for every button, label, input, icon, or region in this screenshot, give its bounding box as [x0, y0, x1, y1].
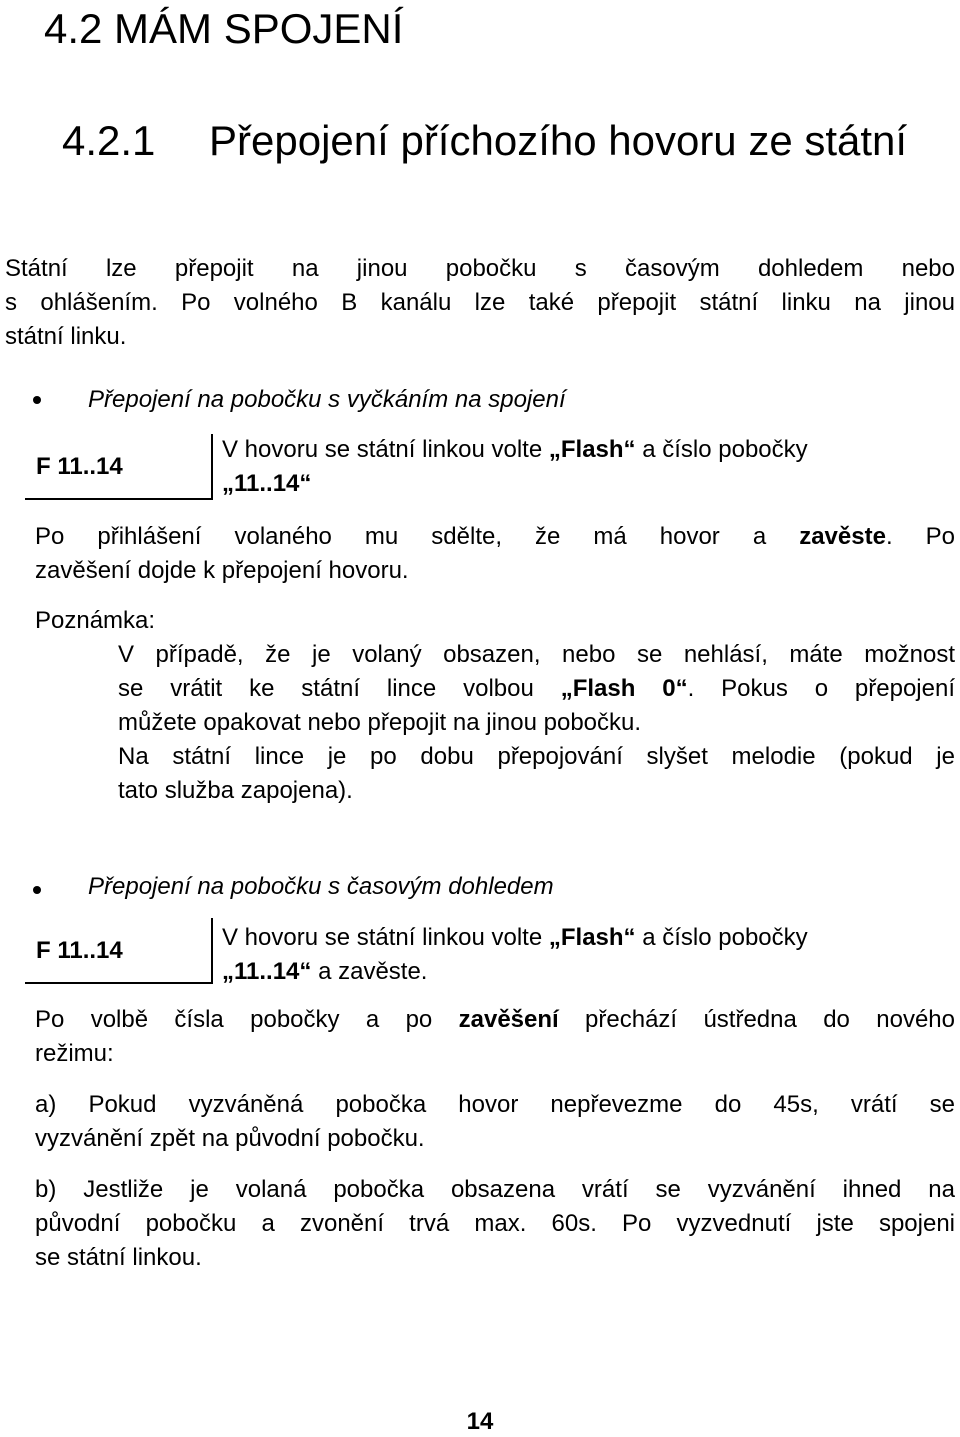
bullet-icon [33, 886, 41, 894]
instruction-end: a zavěste. [311, 958, 428, 985]
mode-line-2: režimu: [35, 1040, 114, 1067]
flash-key: „Flash“ [548, 924, 636, 951]
bullet-title-waiting: Přepojení na pobočku s vyčkáním na spojení [88, 386, 566, 413]
instruction-mid: a číslo pobočky [635, 924, 808, 951]
intro-paragraph [5, 252, 955, 354]
instruction-prefix: V hovoru se státní linkou volte [222, 436, 549, 463]
case-b-line-1: b) Jestliže je volaná pobočka obsazena vrátí se vyzvánění ihned na [35, 1176, 955, 1203]
intro-line-2: s ohlášením. Po volného B kanálu lze také přepojit státní linku na jinou [5, 289, 955, 316]
function-key-label: F 11..14 [36, 937, 123, 964]
section-heading: Přepojení příchozího hovoru ze státní [209, 117, 908, 164]
note-line-1: V případě, že je volaný obsazen, nebo se nehlásí, máte možnost [118, 641, 955, 668]
instruction-text [222, 433, 808, 501]
intro-line-1: Státní lze přepojit na jinou pobočku s časovým dohledem nebo [5, 255, 955, 282]
flash-key: „Flash“ [548, 436, 636, 463]
extension-range: „11..14“ [222, 470, 312, 497]
note-label: Poznámka: [35, 607, 156, 634]
note-line-5: tato služba zapojena). [118, 777, 353, 804]
note-line-3: můžete opakovat nebo přepojit na jinou pobočku. [118, 709, 642, 736]
section-number: 4.2.1 [62, 117, 156, 164]
extension-range: „11..14“ [222, 958, 312, 985]
function-key-label: F 11..14 [36, 453, 123, 480]
bullet-title-timed: Přepojení na pobočku s časovým dohledem [88, 873, 554, 900]
mode-line-1: Po volbě čísla pobočky a po zavěšení přechází ústředna do nového [35, 1006, 955, 1033]
case-b-paragraph [35, 1173, 955, 1275]
intro-line-3: státní linku. [5, 323, 127, 350]
hangup-line-2: zavěšení dojde k přepojení hovoru. [35, 557, 409, 584]
instruction-prefix: V hovoru se státní linkou volte [222, 924, 549, 951]
case-b-line-2: původní pobočku a zvonění trvá max. 60s. Po vyzvednutí jste spojeni [35, 1210, 955, 1237]
chapter-heading: 4.2 MÁM SPOJENÍ [44, 5, 404, 52]
page-number: 14 [466, 1408, 494, 1435]
case-a-line-1: a) Pokud vyzváněná pobočka hovor nepřevezme do 45s, vrátí se [35, 1091, 955, 1118]
instruction-text [222, 921, 808, 989]
bullet-icon [33, 396, 41, 404]
note-line-4: Na státní lince je po dobu přepojování slyšet melodie (pokud je [118, 743, 955, 770]
note-line-2: se vrátit ke státní lince volbou „Flash 0“. Pokus o přepojení [118, 675, 955, 702]
case-a-paragraph [35, 1088, 955, 1156]
hangup-paragraph [35, 520, 955, 588]
hangup-line-1: Po přihlášení volaného mu sdělte, že má hovor a zavěste. Po [35, 523, 955, 550]
case-a-line-2: vyzvánění zpět na původní pobočku. [35, 1125, 425, 1152]
instruction-mid: a číslo pobočky [635, 436, 808, 463]
case-b-line-3: se státní linkou. [35, 1244, 202, 1271]
note-body [118, 638, 955, 808]
mode-paragraph [35, 1003, 955, 1071]
